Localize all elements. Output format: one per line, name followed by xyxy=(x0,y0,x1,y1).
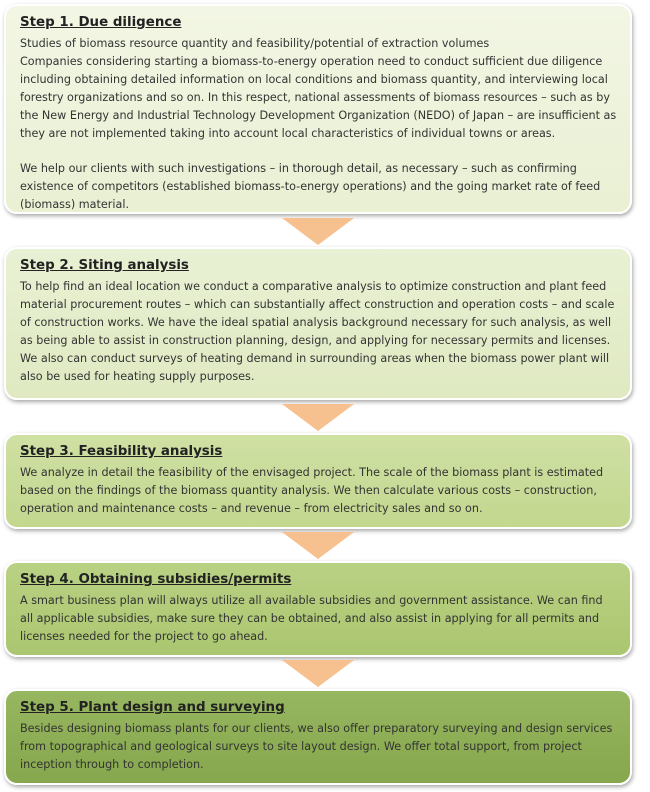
step-title: Step 3. Feasibility analysis xyxy=(20,444,223,459)
step-2-siting-analysis xyxy=(4,247,632,400)
step-5-plant-design xyxy=(4,689,632,785)
step-title: Step 5. Plant design and surveying xyxy=(20,700,285,715)
step-1-due-diligence xyxy=(4,4,632,214)
step-subtitle: Studies of biomass resource quantity and feasibility/potential of extraction volumes xyxy=(20,37,490,50)
step-description: Companies considering starting a biomass-to-energy operation need to conduct sufficient due diligence including obtaining detailed information on local conditions and biomass quantity, and interviewing local forestry organizations and so on. In this respect, national assessments of biomass resources – such as by the New Energy and Industrial Technology Development Organization (NEDO) of Japan – are insufficient as they are not implemented taking into account local characteristics of individual towns or areas. xyxy=(20,54,617,140)
step-description: Besides designing biomass plants for our clients, we also offer preparatory surveying and design services from topographical and geological surveys to site layout design. We offer total support, from project inception through to completion. xyxy=(20,722,613,771)
step-title: Step 4. Obtaining subsidies/permits xyxy=(20,572,292,587)
down-arrow-icon xyxy=(282,532,354,559)
down-arrow-icon xyxy=(282,218,354,245)
step-description: A smart business plan will always utilize all available subsidies and government assistance. We can find all applicable subsidies, make sure they can be obtained, and also assist in applying for all permits and licenses needed for the project to go ahead. xyxy=(20,594,603,643)
down-arrow-icon xyxy=(282,404,354,431)
step-description: To help find an ideal location we conduct a comparative analysis to optimize construction and plant feed material procurement routes – which can substantially affect construction and operation costs – and scale of construction works. We have the ideal spatial analysis background necessary for such analysis, as well as being able to assist in construction planning, design, and applying for necessary permits and licenses. We also can conduct surveys of heating demand in surrounding areas when the biomass power plant will also be used for heating supply purposes. xyxy=(20,280,615,383)
step-title: Step 2. Siting analysis xyxy=(20,258,189,273)
down-arrow-icon xyxy=(282,660,354,687)
step-description: We analyze in detail the feasibility of the envisaged project. The scale of the biomass plant is estimated based on the findings of the biomass quantity analysis. We then calculate various costs – construction, operation and maintenance costs – and revenue – from electricity sales and so on. xyxy=(20,466,604,515)
step-4-subsidies-permits xyxy=(4,561,632,657)
step-description: We help our clients with such investigations – in thorough detail, as necessary – such as confirming existence of competitors (established biomass-to-energy operations) and the going market rate of feed (biomass) material. xyxy=(20,162,601,212)
step-3-feasibility-analysis xyxy=(4,433,632,529)
step-title: Step 1. Due diligence xyxy=(20,15,182,30)
